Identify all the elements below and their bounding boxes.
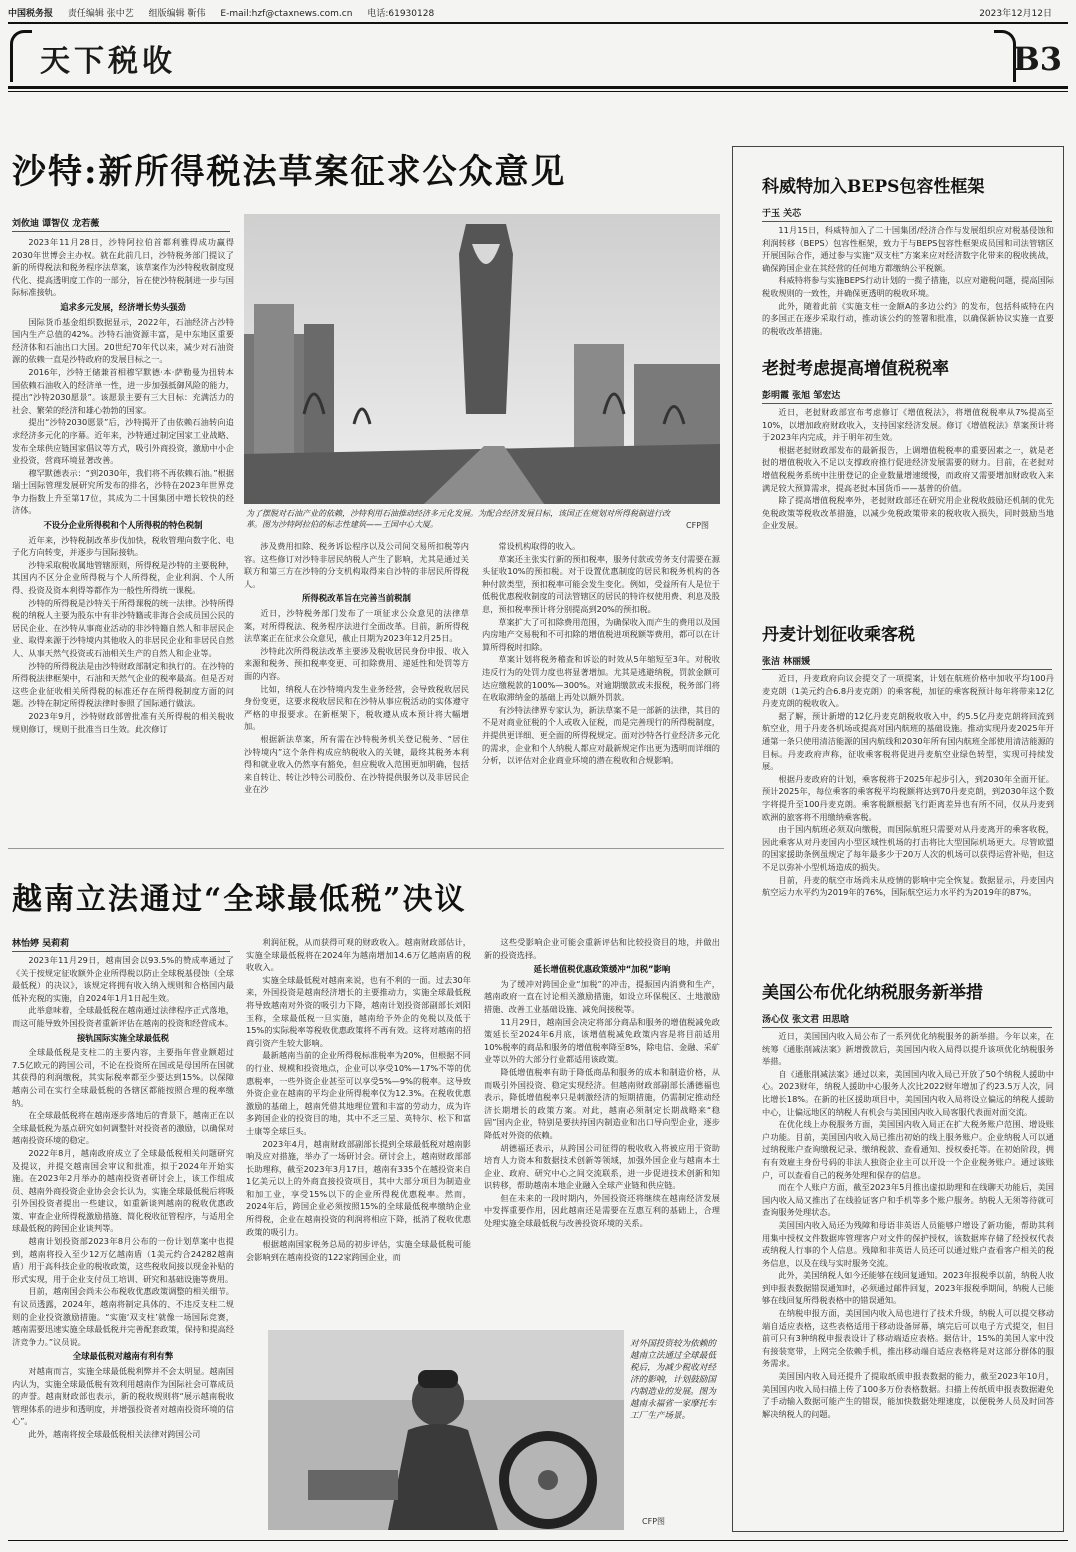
subheading: 追求多元发展，经济增长势头强劲 — [60, 301, 186, 312]
footer-rule — [8, 1540, 1068, 1541]
brief-4-headline: 美国公布优化纳税服务新举措 — [762, 983, 983, 1003]
page-number: B3 — [1012, 40, 1062, 78]
kingdom-centre-image — [244, 214, 720, 504]
vietnam-column-2 — [246, 936, 471, 1326]
vietnam-photo — [268, 1330, 624, 1530]
paragraph: 目前，越南国会尚未公布税收优惠政策调整的相关细节。有议员透露，2024年，越南将制定具体的、不违反支柱二规则的企业投资激励措施。“实施‘双支柱’就像一场国际竞赛，越南需要迅速实施全球最低税并完善配套政策，保持和提高经济竞争力。”议员说。 — [12, 1286, 234, 1347]
paragraph: 自《通胀削减法案》通过以来，美国国内收入局已开放了50个纳税人援助中心。2023财年，纳税人援助中心服务人次比2022财年增加了约23.5万人次，同比增长18%。在新的社区援助项目中，美国国内收入局将设立偏远的纳税人援助中心，让偏远地区的纳税人有机会与美国国内收入局客服代表面对面交流。 — [762, 1068, 1054, 1117]
header-rule-thick — [8, 86, 1068, 89]
brief-1-byline: 于玉 关芯 — [762, 206, 1052, 222]
paragraph: 沙特的所得税法是由沙特财政部制定和执行的。在沙特的所得税法律框架中，石油和天然气企业的税率最高。但是否对这些企业征收相关所得税的标准还存在所得税制度方面的问题。沙特在制定所得税法律时参照了国际通行做法。 — [12, 660, 234, 709]
paragraph: 沙特的所得税是沙特关于所得课税的统一法律。沙特所得税的纳税人主要为股东中有非沙特籍或非海合会成员国公民的居民企业、在沙特从事商业活动的非沙特籍自然人和非居民企业、取得来源于沙特境内其他收入的非居民企业和非居民自然人、从事天然气投资或石油相关生产的自然人和企业等。 — [12, 597, 234, 658]
paragraph: 国际货币基金组织数据显示，2022年，石油经济占沙特国内生产总值的42%。沙特石油资源丰富，是中东地区重要经济体和石油出口大国。20世纪70年代以来，减少对石油资源的依赖一直是沙特政府的发展目标之一。 — [12, 316, 234, 365]
paragraph: 越南计划投资部2023年8月公布的一份计划草案中也提到，越南将投入至少12万亿越南盾（1美元约合24282越南盾）用于高科技企业的税收政策，这些税收间接以现金补贴的形式实现，用于企业支付员工培训、研究和基础设施等费用。 — [12, 1236, 234, 1284]
paragraph: 根据丹麦政府的计划，乘客税将于2025年起步引入，到2030年全面开征。预计2025年，每位乘客的乘客税平均税额将达到70丹麦克朗，到2030年这个数字将提升至100丹麦克朗。乘客税额根据飞行距离差异也有所不同，仅从丹麦到欧洲的旅客将不用缴纳乘客税。 — [762, 773, 1054, 822]
paragraph: 美国国内收入局还为残障和母语非英语人员能够户增设了新功能，帮助其利用集中授权文件数据库管理客户对文件的保护授权，该数据库存储了经授权代表或纳税人行事的个人信息。残障和非英语人员还可以通过账户查看客户相关的税务信息，以及在线与实时服务交流。 — [762, 1219, 1054, 1268]
phone: 电话:61930128 — [367, 9, 435, 19]
paragraph: 沙特此次所得税法改革主要涉及税收居民身份申报、收入来源和税务、预扣税率变更、可扣除费用、递延性和处罚等方面的内容。 — [244, 645, 469, 681]
paragraph: 科威特将参与实施BEPS行动计划的一揽子措施，以应对避税问题，提高国际税收规则的一致性，并确保更透明的税收环境。 — [762, 275, 1054, 298]
paragraph: 实施全球最低税对越南来说，也有不利的一面。过去30年来，外国投资是越南经济增长的主要推动力，实施全球最低税将导致越南对外资的吸引力下降，越南计划投资部副部长刘阳玉称，全球最低税一旦实施，越南给予外企的免税以及低于15%的实际税率等税收优惠政策将不再有效。这将对越南的招商引资产生较大影响。 — [246, 974, 471, 1048]
saudi-photo-caption: 为了摆脱对石油产业的依赖，沙特利用石油推动经济多元化发展。为配合经济发展目标，该国正在规划对所得税制进行改革。图为沙特阿拉伯的标志性建筑——王国中心大厦。 — [246, 509, 670, 529]
paper-name: 中国税务报 — [8, 9, 54, 19]
paragraph: 草案扩大了可扣除费用范围，为确保收入而产生的费用以及国内房地产交易税和不可扣除的增值税进项税额等费用，都可以在计算所得税时扣除。 — [482, 616, 720, 652]
paragraph: 此外，随着此前《实施支柱一金额A的多边公约》的发布，包括科威特在内的多国正在逐步采取行动，推动该公约的签署和批准，以确保新协议实施一直要的税收改革措施。 — [762, 300, 1054, 336]
brief-1-headline: 科威特加入BEPS包容性框架 — [762, 177, 985, 197]
paragraph: 在优化线上办税服务方面，美国国内收入局正在扩大税务账户范围、增设账户功能。目前，美国国内收入局已推出初始的线上服务账户。企业纳税人可以通过纳税账户查询缴税记录、缴纳税款、查看通知、授权委托等。在初始阶段，拥有有效雇主身份号码的非法人独资企业主可以开设一个企业税务账户。通过该账户，可以查看自己的税务处理和保存的信息。 — [762, 1119, 1054, 1180]
vietnam-headline: 越南立法通过“全球最低税”决议 — [12, 882, 467, 917]
paragraph: 这些受影响企业可能会重新评估和比较投资目的地，并做出新的投资选择。 — [484, 937, 720, 960]
brief-4-body — [762, 1030, 1054, 1524]
saudi-byline: 刘攸迪 谭智仪 龙若薇 — [12, 216, 230, 232]
paragraph: 穆罕默德表示：“到2030年，我们将不再依赖石油。”根据瑞士国际管理发展研究所发布的排名，沙特在2023年世界竞争力指数上升至第17位，其成为二十国集团中增长较快的经济体。 — [12, 467, 234, 516]
email: E-mail:hzf@ctaxnews.com.cn — [220, 9, 353, 19]
motorcycle-factory-image — [268, 1330, 624, 1530]
editor-credit: 责任编辑 张中艺 — [67, 9, 134, 19]
saudi-headline: 沙特:新所得税法草案征求公众意见 — [12, 152, 567, 192]
subheading: 所得税改革旨在完善当前税制 — [302, 593, 411, 604]
paragraph: 此举意味着，全球最低税在越南通过法律程序正式落地，而这可能导致外国投资者重新评估在越南的投资和经营成本。 — [12, 1005, 234, 1028]
paragraph: 草案计划将税务稽查和诉讼的时效从5年缩短至3年。对税收违反行为的处罚力度也将显著增加。尤其是逃避纳税，罚款金额可达应缴税款的100%—300%。对逾期缴款或未报税，税务部门将在收取滞纳金的基础上再处以额外罚款。 — [482, 654, 720, 703]
section-title: 天下税收 — [40, 44, 176, 79]
vietnam-photo-caption: 对外国投资较为依赖的越南立法通过全球最低税后，为减少税收对经济的影响，计划鼓励国内制造业的发展。图为越南永福省一家摩托车工厂生产场景。 — [630, 1339, 716, 1421]
paragraph: 2023年11月28日，沙特阿拉伯首都利雅得成功赢得2030年世博会主办权。就在此前几日，沙特税务部门提议了新的所得税法和税务程序法草案，该草案作为沙特税收制度现代化、提高透明度工作的一部分，旨在使沙特税制进一步与国际标准接轨。 — [12, 237, 234, 298]
paragraph: 此外，美国纳税人如今还能够在线回复通知。2023年报税季以前，纳税人收到申报表数据错误通知时，必须通过邮件回复，2023年报税季期间，纳税人已能够在线回复所得税表格中的错误通知。 — [762, 1270, 1054, 1306]
section-ornament-left — [10, 30, 32, 82]
issue-date: 2023年12月12日 — [979, 9, 1052, 19]
saudi-column-1 — [12, 236, 234, 781]
subheading: 延长增值税优惠政策缓冲“加税”影响 — [533, 964, 671, 975]
brief-2-headline: 老挝考虑提高增值税税率 — [762, 359, 949, 379]
subheading: 不设分企业所得税和个人所得税的特色税制 — [43, 520, 203, 531]
header-rule-thin — [8, 91, 1068, 92]
paragraph: 除了提高增值税税率外，老挝财政部还在研究用企业税收鼓励还机制的优先免税政策等税收改革措施，以减少免税政策带来的税收收入损失，同时鼓励当地企业发展。 — [762, 495, 1054, 531]
brief-3-byline: 张洁 林丽媛 — [762, 654, 1052, 670]
paragraph: 对越南而言，实施全球最低税利弊并不会太明显。越南国内认为，实施全球最低税有效利用越南作为国际社会可靠成员的声誉。越南财政部也表示，新的税收规则将“展示越南税收管理体系的进步和透明度，并增强投资者对越南投资环境的信心”。 — [12, 1366, 234, 1427]
paragraph: 由于国内航班必须双向缴税，而国际航班只需要对从丹麦离开的乘客收税，因此乘客从对丹麦国内小型区域性机场的打击将比大型国际机场更大。尽管欧盟的国家援助条例虽规定了每年最多少于20万人次的机场可以获得运营补贴，但这不足以弥补小型机场造成的损失。 — [762, 824, 1054, 872]
paragraph: 近年来，沙特税制改革步伐加快，税收管理向数字化、电子化方向转变，并逐步与国际接轨。 — [12, 534, 234, 558]
paragraph: 在全球最低税将在越南逐步落地后的背景下，越南正在以全球最低税为基点研究如何调整针对投资者的激励，以确保对越南投资环境的稳定。 — [12, 1110, 234, 1146]
paragraph: 11月15日，科威特加入了二十国集团/经济合作与发展组织应对税基侵蚀和利润转移（BEPS）包容性框架，致力于与BEPS包容性框架成员国和司法管辖区开展国际合作，通过参与实施“双支柱”方案来应对经济数字化带来的税收挑战，确保跨国企业在其经营的任何地方都缴纳公平税额。 — [762, 225, 1054, 273]
paragraph: 根据越南国家税务总局的初步评估，实施全球最低税可能会影响到在越南投资的122家跨国企业，而 — [246, 1239, 471, 1262]
paragraph: 草案还主张实行新的预扣税率，服务付款或劳务支付需要在源头征收10%的预扣税。对于设置优惠制度的居民和税务机构的各种付款类型，预扣税率可能会发生变化。例如，受益所有人是位于低税优惠税收制度的司法管辖区的居民的特许权使用费、利息及股息，预扣税率预计将分别提高到20%的预扣税。 — [482, 553, 720, 614]
brief-2-body — [762, 406, 1054, 606]
paragraph: 最新越南当前的企业所得税标准税率为20%，但根据不同的行业、规模和投资地点，企业可以享受10%—17%不等的优惠税率，一些外资企业甚至可以享受5%—9%的税率。这导致外资企业在越南的平均企业所得税率仅为12.3%。在税收优惠激励的基础上，越南凭借其地理位置和丰富的劳动力，成为许多跨国企业的投资目的地，其中不乏三星、英特尔、松下和富士康等全球巨头。 — [246, 1050, 471, 1136]
paragraph: 提出“沙特2030愿景”后，沙特揭开了由依赖石油转向追求经济多元化的序幕。近年来，沙特通过制定国家工业战略、发布全球供应链国家倡议等方式，吸引外商投资，激励中小企业投资，营商环境显著改善。 — [12, 417, 234, 466]
brief-4-byline: 汤心仪 张文君 田思晗 — [762, 1012, 1052, 1028]
layout-credit: 组版编辑 靳伟 — [148, 9, 206, 19]
paragraph: 根据老挝财政部发布的最新报告，上调增值税税率的重要因素之一，就是老挝的增值税收入不足以支撑政府推行促进经济发展需要的财力。目前，在老挝对增值税税务系统中注册登记的企业数量增速缓慢，而政府又需要增加财政收入来满足较大预算需求，提高老挝本国货币——基普的价值。 — [762, 444, 1054, 493]
paragraph: 11月29日，越南国会决定将部分商品和服务的增值税减免政策延长至2024年6月底，该增值税减免政策内容是将目前适用10%税率的商品和服务的增值税率降至8%，除电信、金融、采矿业等以外的大部分行业都适用该政策。 — [484, 1016, 720, 1065]
paragraph: 根据新法草案，所有需在沙特税务机关登记税务、“居住沙特境内”这个条件构成应纳税收入的关键，最终其税务本利得和就业收入仍然享有豁免，但应税收入范围更加明确，包括来自转让、转让沙特公司股份、在沙特提供服务以及非居民企业在沙 — [244, 733, 469, 795]
brief-1-body — [762, 224, 1054, 336]
brief-2-byline: 彭明霞 张旭 邹宏达 — [762, 388, 1052, 404]
brief-3-body — [762, 672, 1054, 962]
paragraph: 此外，越南将按全球最低税相关法律对跨国公司 — [28, 1428, 201, 1439]
paragraph: 常设机构取得的收入。 — [498, 541, 581, 551]
paragraph: 而在个人账户方面，截至2023年5月推出虚拟助理和在线聊天功能后，美国国内收入局又推出了在线验证客户和手机等多个账户服务。纳税人无须等待就可查询服务处理状态。 — [762, 1182, 1054, 1218]
vietnam-photo-credit: CFP图 — [642, 1517, 666, 1526]
saudi-photo-credit: CFP图 — [686, 521, 710, 530]
paragraph: 2023年4月，越南财政部副部长提到全球最低税对越南影响及应对措施，举办了一场研讨会。研讨会上，越南财政部部长助理称，截至2023年3月17日，越南有335个在越投资来自1亿美元以上的外商直接投资项目，其中大部分项目为制造业和加工业，享受15%以下的企业所得税优惠税率。然而，2024年后，跨国企业必须按照15%的全球最低税率缴纳企业所得税，企业在越南投资的利润将相应下降，抵消了税收优惠政策的吸引力。 — [246, 1138, 471, 1237]
paragraph: 有沙特法律界专家认为，新法草案不是一部新的法律，其目的不是对商业征税的个人或收入征税，而是完善现行的所得税制度，并提供更详细、更全面的所得税规定。面对沙特各行业经济多元化的需求，企业和个人纳税人都应对最新规定作出更为透明而详细的分析，以评估对企业商业环境的潜在税收和合规影响。 — [482, 704, 720, 766]
paragraph: 2016年，沙特王储兼首相穆罕默德·本·萨勒曼为扭转本国依赖石油收入的经济单一性，进一步加强抵御风险的能力，提出“沙特2030愿景”。该愿景主要有三大目标：充满活力的社会、繁荣的经济和雄心勃勃的国家。 — [12, 366, 234, 415]
article-divider — [8, 848, 724, 849]
paragraph: 胡德福还表示，从跨国公司征得的税收收入将被应用于资助培育人力资本和数据技术创新等领域，加强外国企业与越南本土企业、政府、研究中心之间交流联系，进一步促进技术创新和知识转移，帮助越南本地企业融入全球产业链和供应链。 — [484, 1142, 720, 1191]
vietnam-byline: 林怡婷 吴莉莉 — [12, 936, 230, 952]
paragraph: 在纳税申报方面，美国国内收入局也进行了技术升级，纳税人可以提交移动端自适应表格，这些表格适用于移动设备屏幕，填完后可以电子方式提交，但目前可只有3种纳税申报表设计了移动端适应表格。据估计，15%的美国人家中没有接装宽带，上网完全依赖手机，推出移动端自适应表格将是对这部分群体的服务需求。 — [762, 1308, 1054, 1369]
paragraph: 但在未来的一段时期内，外国投资还将继续在越南经济发展中发挥重要作用，因此越南还是需要在互惠互利的基础上，合理处理实施全球最低税与改善投资环境的关系。 — [484, 1192, 720, 1229]
paragraph: 降低增值税率有助于降低商品和服务的成本和制造价格，从而吸引外国投资、稳定实现经济。但越南财政部副部长潘德福也表示，降低增值税率只是刺激经济的短期措施，仍需制定推动经济长期增长的政策方案。对此，越南必须制定长期战略来“稳固”国内企业，特别是要扶持国内制造业和出口导向型企业，逐步降低对外资的依赖。 — [484, 1066, 720, 1140]
masthead-bar — [8, 6, 1068, 20]
vietnam-column-1 — [12, 954, 234, 1534]
paragraph: 美国国内收入局还提升了提取纸质申报表数据的能力，截至2023年10月，美国国内收入局扫描上传了100多万份表格数据。扫描上传纸质申报表数据避免了手动输入数据可能产生的错误，能加快数据处理速度，以便税务人员及时回答解决纳税人的问题。 — [762, 1371, 1054, 1419]
paragraph: 近日，美国国内收入局公布了一系列优化纳税服务的新举措。今年以来，在统筹《通胀削减法案》新增拨款后，美国国内收入局得以提升该项优化纳税服务举措。 — [762, 1031, 1054, 1067]
subheading: 接轨国际实施全球最低税 — [76, 1032, 170, 1043]
paragraph: 2023年11月29日，越南国会以93.5%的赞成率通过了《关于按规定征收额外企业所得税以防止全球税基侵蚀（全球最低税）的决议》，该规定将拥有收入纳入规则和合格国内最低补充税的实施，自2024年1月1日起生效。 — [12, 955, 234, 1003]
paragraph: 2022年8月，越南政府成立了全球最低税相关问题研究及提议，并提交越南国会审议和批准，拟于2024年开始实施。在2023年2月举办的越南投资者研讨会上，该工作组成员、越南外商投资企业协会会长认为，实施全球最低税后将吸引外国投资者提出一些建议，如重新谈判越南的税收优惠政策、审查企业所得税激励措施、简化税收征管程序，与适用全球最低税的跨国企业谈判等。 — [12, 1147, 234, 1234]
paragraph: 近日，老挝财政部宣布考虑修订《增值税法》，将增值税税率从7%提高至10%，以增加政府财政收入，支持国家经济发展。修订《增值税法》草案预计将于2023年内完成，并于明年初生效。 — [762, 407, 1054, 443]
paragraph: 近日，沙特税务部门发布了一项征求公众意见的法律草案，对所得税法、税务程序法进行全面改革。目前，新所得税法草案正在征求公众意见，截止日期为2023年12月25日。 — [244, 607, 469, 644]
paragraph: 近日，丹麦政府向议会提交了一项提案，计划在航班价格中加收平均100丹麦克朗（1美元约合6.8丹麦克朗）的乘客税，加征的乘客税预计每年将带来12亿丹麦克朗的税收收入。 — [762, 673, 1054, 709]
saudi-column-3 — [482, 540, 720, 840]
vietnam-column-3 — [484, 936, 720, 1326]
brief-3-headline: 丹麦计划征收乘客税 — [762, 625, 915, 645]
paragraph: 2023年9月，沙特财政部曾批准有关所得税的相关税收规则修订，规则于批准当日生效。此次修订 — [12, 710, 234, 734]
paragraph: 利润征税，从而获得可观的财政收入。越南财政部估计，实施全球最低税将在2024年为越南增加14.6万亿越南盾的税收收入。 — [246, 937, 471, 973]
subheading: 全球最低税对越南有利有弊 — [72, 1351, 174, 1362]
paragraph: 比如，纳税人在沙特境内发生业务经营，会导致税收居民身份变更，这要求税收居民和在沙特从事应税活动的实体遵守严格的申报要求。在新框架下，税收遵从成本预计将大幅增加。 — [244, 683, 469, 732]
masthead-rule — [8, 22, 1068, 24]
paragraph: 目前，丹麦的航空市场尚未从疫情的影响中完全恢复。数据显示，丹麦国内航空运力水平约为2019年的76%，国际航空运力水平约为2019年的87%。 — [762, 874, 1054, 898]
saudi-column-2 — [244, 540, 469, 840]
paragraph: 涉及费用扣除、税务诉讼程序以及公司间交易所扣税等内容。这些修订对沙特非居民纳税人产生了影响，尤其是通过关联方和第三方在沙特的分支机构取得来自沙特的非居民所得税人。 — [244, 541, 469, 589]
paragraph: 据了解，预计新增的12亿丹麦克朗税收收入中，约5.5亿丹麦克朗将回流到航空业，用于丹麦各机场或提高对国内航班的基础设施。推动实现丹麦2025年开通第一条只使用清洁能源的国内航线和2030年所有国内航班全部使用清洁能源的目标。丹麦政府声称，征收乘客税将促进丹麦航空业绿色转型，实现可持续发展。 — [762, 710, 1054, 772]
paragraph: 为了缓冲对跨国企业“加税”的冲击，提振国内消费和生产，越南政府一直在讨论相关激励措施，如设立环保税区、土地激励措施、改善工业基础设施、减免间接税等。 — [484, 978, 720, 1014]
paragraph: 全球最低税是支柱二的主要内容，主要指年营业额超过7.5亿欧元的跨国公司，不论在投资所在国或是母国所在国就其获得的利润缴税，其实际税率都至少要达到15%。以保障越南公司在实行全球最低税的各辖区都能按照合理的税率缴纳。 — [12, 1047, 234, 1108]
paragraph: 沙特采取税收属地管辖原则，所得税是沙特的主要税种，其国内不区分企业所得税与个人所得税，企业利润、个人所得、投资及资本利得等都作为一般性所得统一课税。 — [12, 559, 234, 596]
saudi-photo — [244, 214, 720, 504]
